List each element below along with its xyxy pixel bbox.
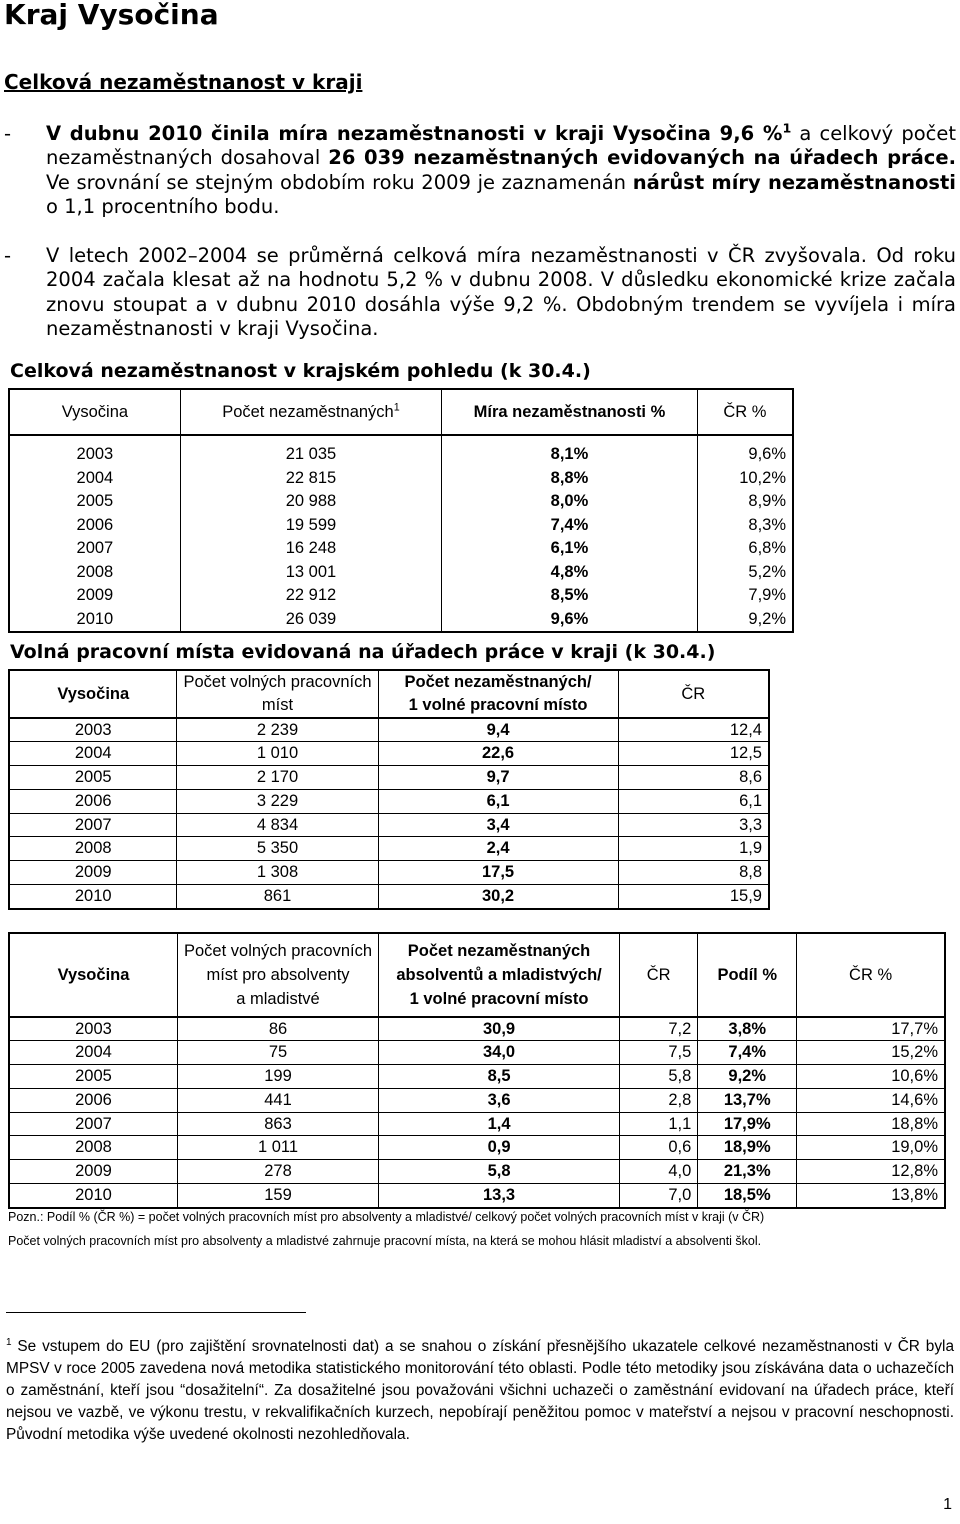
rate-cell: 8,8%	[442, 467, 698, 491]
rate-cell: 8,5%	[442, 584, 698, 608]
share-cell: 17,9%	[698, 1112, 797, 1136]
table-row	[9, 1112, 945, 1136]
cr-cell: 0,6	[620, 1136, 698, 1160]
year-cell: 2005	[9, 766, 177, 790]
paragraph-trend	[4, 244, 956, 342]
footnote-separator	[6, 1312, 306, 1313]
cr-share-cell: 12,8%	[797, 1160, 945, 1184]
cr-cell: 5,8	[620, 1065, 698, 1089]
cr-share-cell: 10,6%	[797, 1065, 945, 1089]
table-row	[9, 766, 769, 790]
ratio-cell: 3,4	[378, 813, 618, 837]
year-cell: 2008	[9, 837, 177, 861]
rate-cell: 8,1%	[442, 443, 698, 467]
cr-cell: 8,3%	[697, 514, 793, 538]
p1-bold-rate: V dubnu 2010 činila míra nezaměstnanosti v kraji Vysočina 9,6 %	[46, 122, 783, 145]
t1-header-rate: Míra nezaměstnanosti %	[442, 389, 698, 435]
ratio-cell: 30,2	[378, 885, 618, 909]
t2-header-vacancies: Počet volných pracovních míst	[177, 670, 378, 718]
count-cell: 20 988	[180, 490, 441, 514]
section-heading: Celková nezaměstnanost v kraji	[4, 70, 363, 94]
footnote-text: Se vstupem do EU (pro zajištění srovnatelnosti dat) a se snahou o získání přesnějšího ukazatele celkové nezaměstnanosti v ČR byla MPSV v roce 2005 zavedena nová metodika statistického monitorování této oblasti. Podle této metodiky jsou získávána data o uchazečích o zaměstnání, kteří jsou “dosažitelní“. Za dosažitelné jsou považováni všichni uchazeči o zaměstnání evidovaní na úřadech práce, kteří nejsou ve vazbě, ve výkonu trestu, v rekvalifikačních kurzech, nepobírají peněžitou pomoc v mateřství a nejsou v pracovní neschopnosti. Původní metodika výše uvedené okolnosti nezohledňovala.	[6, 1338, 954, 1443]
p1-bold-growth: nárůst míry nezaměstnanosti	[632, 170, 956, 194]
cr-cell: 1,1	[620, 1112, 698, 1136]
share-cell: 13,7%	[698, 1088, 797, 1112]
count-cell: 21 035	[180, 443, 441, 467]
table-row	[9, 1065, 945, 1089]
vacancies-cell: 199	[177, 1065, 378, 1089]
cr-cell: 2,8	[620, 1088, 698, 1112]
year-cell: 2008	[9, 561, 180, 585]
table2-caption: Volná pracovní místa evidovaná na úřadech práce v kraji (k 30.4.)	[10, 641, 716, 663]
table-row	[9, 813, 769, 837]
cr-cell: 7,9%	[697, 584, 793, 608]
vacancies-cell: 1 010	[177, 742, 378, 766]
vacancies-cell: 1 011	[177, 1136, 378, 1160]
cr-cell: 12,5	[618, 742, 769, 766]
share-cell: 21,3%	[698, 1160, 797, 1184]
vacancies-cell: 278	[177, 1160, 378, 1184]
t3-header-ratio: Počet nezaměstnaných absolventů a mladistvých/ 1 volné pracovní místo	[379, 933, 620, 1017]
cr-cell: 10,2%	[697, 467, 793, 491]
rate-cell: 8,0%	[442, 490, 698, 514]
cr-cell: 5,2%	[697, 561, 793, 585]
table-row	[9, 490, 793, 514]
t3-header-cr: ČR	[620, 933, 698, 1017]
table-row	[9, 561, 793, 585]
share-cell: 9,2%	[698, 1065, 797, 1089]
ratio-cell: 3,6	[379, 1088, 620, 1112]
vacancies-cell: 86	[177, 1017, 378, 1041]
graduates-table	[8, 932, 946, 1209]
year-cell: 2006	[9, 1088, 177, 1112]
vacancies-cell: 863	[177, 1112, 378, 1136]
t3-header-region: Vysočina	[9, 933, 177, 1017]
cr-cell: 4,0	[620, 1160, 698, 1184]
cr-cell: 7,2	[620, 1017, 698, 1041]
cr-cell: 9,6%	[697, 443, 793, 467]
ratio-cell: 22,6	[378, 742, 618, 766]
table-note: Počet volných pracovních míst pro absolventy a mladistvé zahrnuje pracovní místa, na která se mohou hlásit mladiství a absolventi škol.	[8, 1234, 762, 1248]
cr-cell: 8,9%	[697, 490, 793, 514]
t2-header-ratio: Počet nezaměstnaných/ 1 volné pracovní místo	[378, 670, 618, 718]
cr-cell: 15,9	[618, 885, 769, 909]
ratio-cell: 6,1	[378, 789, 618, 813]
t3-header-cr-share: ČR %	[797, 933, 945, 1017]
year-cell: 2006	[9, 514, 180, 538]
cr-cell: 8,8	[618, 861, 769, 885]
year-cell: 2003	[9, 1017, 177, 1041]
ratio-cell: 1,4	[379, 1112, 620, 1136]
footnote	[6, 1336, 954, 1446]
table1-caption: Celková nezaměstnanost v krajském pohledu (k 30.4.)	[10, 360, 591, 382]
table-row	[9, 1184, 945, 1208]
year-cell: 2010	[9, 885, 177, 909]
ratio-cell: 17,5	[378, 861, 618, 885]
table-row	[9, 1160, 945, 1184]
vacancies-cell: 5 350	[177, 837, 378, 861]
table-row	[9, 885, 769, 909]
year-cell: 2008	[9, 1136, 177, 1160]
table-row	[9, 861, 769, 885]
share-cell: 18,9%	[698, 1136, 797, 1160]
rate-cell: 7,4%	[442, 514, 698, 538]
bullet-dash: -	[4, 244, 12, 267]
ratio-cell: 30,9	[379, 1017, 620, 1041]
ratio-cell: 2,4	[378, 837, 618, 861]
vacancies-cell: 2 239	[177, 718, 378, 742]
unemployment-table	[8, 388, 794, 633]
year-cell: 2010	[9, 1184, 177, 1208]
vacancies-cell: 4 834	[177, 813, 378, 837]
cr-share-cell: 14,6%	[797, 1088, 945, 1112]
table-row	[9, 443, 793, 467]
t2-header-region: Vysočina	[9, 670, 177, 718]
cr-share-cell: 17,7%	[797, 1017, 945, 1041]
count-cell: 22 815	[180, 467, 441, 491]
vacancies-cell: 861	[177, 885, 378, 909]
footnote-ref: 1	[782, 120, 792, 136]
table-row	[9, 608, 793, 632]
count-cell: 13 001	[180, 561, 441, 585]
year-cell: 2003	[9, 718, 177, 742]
ratio-cell: 9,7	[378, 766, 618, 790]
share-cell: 7,4%	[698, 1041, 797, 1065]
vacancies-cell: 75	[177, 1041, 378, 1065]
cr-cell: 9,2%	[697, 608, 793, 632]
vacancies-cell: 3 229	[177, 789, 378, 813]
cr-cell: 8,6	[618, 766, 769, 790]
t3-header-share: Podíl %	[698, 933, 797, 1017]
ratio-cell: 13,3	[379, 1184, 620, 1208]
t1-header-region: Vysočina	[9, 389, 180, 435]
rate-cell: 9,6%	[442, 608, 698, 632]
page-title: Kraj Vysočina	[4, 0, 219, 31]
cr-cell: 12,4	[618, 718, 769, 742]
ratio-cell: 0,9	[379, 1136, 620, 1160]
bullet-dash: -	[4, 122, 12, 145]
year-cell: 2009	[9, 861, 177, 885]
footnote-number: 1	[6, 1336, 12, 1348]
year-cell: 2005	[9, 1065, 177, 1089]
table-row	[9, 1041, 945, 1065]
table-row	[9, 718, 769, 742]
year-cell: 2005	[9, 490, 180, 514]
table-row	[9, 584, 793, 608]
year-cell: 2007	[9, 1112, 177, 1136]
p1-text: Ve srovnání se stejným obdobím roku 2009 je zaznamenán	[46, 170, 633, 194]
share-cell: 18,5%	[698, 1184, 797, 1208]
cr-cell: 1,9	[618, 837, 769, 861]
page-number: 1	[943, 1496, 952, 1513]
vacancies-table	[8, 669, 770, 910]
cr-cell: 7,0	[620, 1184, 698, 1208]
year-cell: 2006	[9, 789, 177, 813]
count-cell: 26 039	[180, 608, 441, 632]
count-cell: 19 599	[180, 514, 441, 538]
year-cell: 2009	[9, 584, 180, 608]
table-row	[9, 467, 793, 491]
share-cell: 3,8%	[698, 1017, 797, 1041]
table-row	[9, 537, 793, 561]
p2-text: V letech 2002–2004 se průměrná celková míra nezaměstnanosti v ČR zvyšovala. Od roku 2004 začala klesat až na hodnotu 5,2 % v dubnu 2008. V důsledku ekonomické krize začala znovu stoupat a v dubnu 2010 dosáhla výše 9,2 %. Obdobným trendem se vyvíjela i míra nezaměstnanosti v kraji Vysočina.	[46, 244, 956, 341]
table-note: Pozn.: Podíl % (ČR %) = počet volných pracovních míst pro absolventy a mladistvé/ celkový počet volných pracovních míst v kraji (v ČR)	[8, 1210, 765, 1224]
year-cell: 2004	[9, 742, 177, 766]
count-cell: 22 912	[180, 584, 441, 608]
vacancies-cell: 441	[177, 1088, 378, 1112]
cr-share-cell: 19,0%	[797, 1136, 945, 1160]
paragraph-april-2010	[4, 122, 956, 220]
vacancies-cell: 159	[177, 1184, 378, 1208]
cr-share-cell: 18,8%	[797, 1112, 945, 1136]
year-cell: 2007	[9, 813, 177, 837]
t2-header-cr: ČR	[618, 670, 769, 718]
vacancies-cell: 2 170	[177, 766, 378, 790]
table-row	[9, 742, 769, 766]
table-row	[9, 837, 769, 861]
year-cell: 2009	[9, 1160, 177, 1184]
cr-cell: 6,8%	[697, 537, 793, 561]
p1-bold-count: 26 039 nezaměstnaných evidovaných na úřadech práce.	[328, 146, 956, 170]
ratio-cell: 34,0	[379, 1041, 620, 1065]
year-cell: 2010	[9, 608, 180, 632]
rate-cell: 6,1%	[442, 537, 698, 561]
cr-share-cell: 15,2%	[797, 1041, 945, 1065]
t1-header-count: Počet nezaměstnaných$^1$	[180, 389, 441, 435]
count-cell: 16 248	[180, 537, 441, 561]
table-row	[9, 1136, 945, 1160]
t3-header-vacancies: Počet volných pracovních míst pro absolventy a mladistvé	[177, 933, 378, 1017]
ratio-cell: 8,5	[379, 1065, 620, 1089]
p1-text: o 1,1 procentního bodu.	[46, 195, 280, 219]
cr-cell: 7,5	[620, 1041, 698, 1065]
ratio-cell: 9,4	[378, 718, 618, 742]
t1-header-cr: ČR %	[697, 389, 793, 435]
table-row	[9, 1088, 945, 1112]
table-row	[9, 514, 793, 538]
year-cell: 2004	[9, 467, 180, 491]
year-cell: 2004	[9, 1041, 177, 1065]
ratio-cell: 5,8	[379, 1160, 620, 1184]
year-cell: 2003	[9, 443, 180, 467]
p1-text: a celkový počet nezaměstnaných dosahoval	[46, 122, 957, 170]
table-row	[9, 1017, 945, 1041]
cr-cell: 6,1	[618, 789, 769, 813]
vacancies-cell: 1 308	[177, 861, 378, 885]
year-cell: 2007	[9, 537, 180, 561]
cr-share-cell: 13,8%	[797, 1184, 945, 1208]
cr-cell: 3,3	[618, 813, 769, 837]
rate-cell: 4,8%	[442, 561, 698, 585]
table-row	[9, 789, 769, 813]
